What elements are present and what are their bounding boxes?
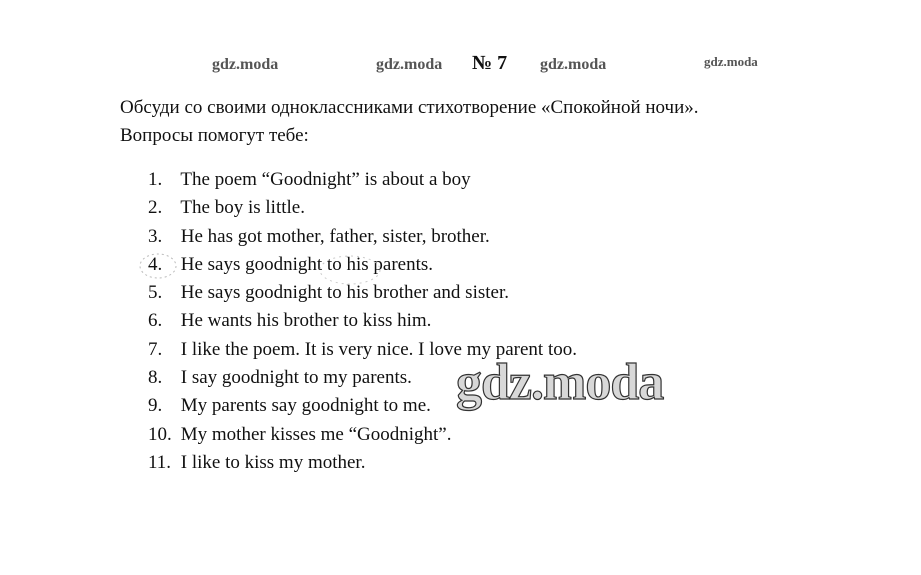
item-text: My parents say goodnight to me.: [180, 395, 431, 417]
item-number: 9.: [148, 395, 163, 417]
item-number: 11.: [148, 451, 172, 473]
item-text: He says goodnight to his parents.: [180, 253, 434, 275]
answer-list: [148, 166, 577, 477]
instruction-line: Обсуди со своими одноклассниками стихотворение «Спокойной ночи».: [120, 97, 699, 118]
list-item: [148, 166, 577, 194]
item-text: I like the poem. It is very nice. I love my parent too.: [180, 338, 577, 360]
list-item: [148, 449, 577, 477]
item-text: He has got mother, father, sister, brother.: [180, 225, 490, 247]
watermark-text: gdz.moda: [212, 56, 279, 73]
list-item: [148, 307, 577, 335]
instruction-line: Вопросы помогут тебе:: [120, 125, 309, 146]
watermark-text: gdz.moda: [704, 54, 758, 69]
item-number: 10.: [148, 423, 172, 445]
item-number: 4.: [148, 253, 163, 275]
list-item: [148, 421, 577, 449]
item-text: I like to kiss my mother.: [180, 451, 366, 473]
item-number: 8.: [148, 367, 163, 389]
item-text: I say goodnight to my parents.: [180, 367, 412, 389]
task-number: № 7: [472, 52, 508, 74]
watermark-text: gdz.moda: [540, 56, 607, 73]
item-number: 6.: [148, 310, 163, 332]
task-instruction: [120, 94, 820, 150]
item-text: The boy is little.: [180, 197, 305, 219]
watermark-logo: gdz.moda: [456, 354, 664, 411]
watermark-text: gdz.moda: [376, 56, 443, 73]
list-item: [148, 251, 577, 279]
list-item: [148, 223, 577, 251]
item-text: My mother kisses me “Goodnight”.: [180, 423, 452, 445]
item-number: 1.: [148, 169, 163, 190]
list-item: [148, 279, 577, 307]
page-header: [0, 52, 921, 80]
item-text: He wants his brother to kiss him.: [180, 310, 432, 332]
item-text: The poem “Goodnight” is about a boy: [180, 169, 471, 190]
item-number: 5.: [148, 282, 163, 304]
item-number: 7.: [148, 338, 163, 360]
item-number: 3.: [148, 225, 163, 247]
item-number: 2.: [148, 197, 163, 219]
item-text: He says goodnight to his brother and sister.: [180, 282, 509, 304]
list-item: [148, 194, 577, 222]
